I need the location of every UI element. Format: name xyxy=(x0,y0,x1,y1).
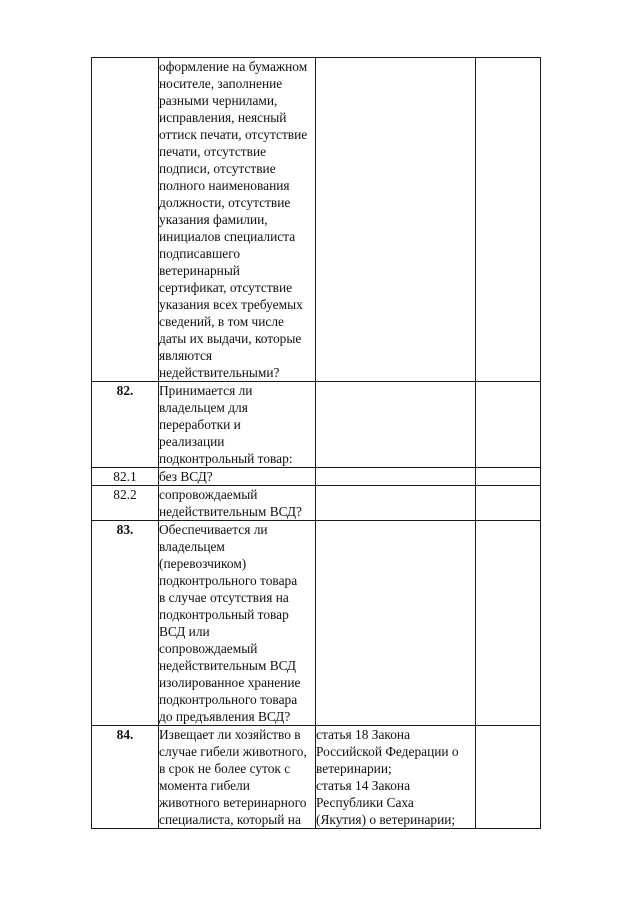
question-cell xyxy=(159,521,316,726)
table-row xyxy=(92,726,541,829)
text-line: изолированное хранение xyxy=(159,675,301,690)
text-line: сопровождаемый xyxy=(159,487,258,502)
text-line: подписи, отсутствие xyxy=(159,161,276,176)
text-line: подконтрольного товара xyxy=(159,573,298,588)
item-number: 82.1 xyxy=(92,468,159,486)
text-line: специалиста, который на xyxy=(159,812,301,827)
text-line: животного ветеринарного xyxy=(159,795,307,810)
item-number: 82. xyxy=(92,382,159,468)
legal-basis-cell xyxy=(316,382,476,468)
note-cell xyxy=(476,468,541,486)
note-cell xyxy=(476,726,541,829)
note-cell xyxy=(476,486,541,521)
table-row xyxy=(92,486,541,521)
text-line: (перевозчиком) xyxy=(159,556,247,571)
text-line: сведений, в том числе xyxy=(159,314,284,329)
text-line: переработки и xyxy=(159,417,241,432)
text-line: в срок не более суток с xyxy=(159,761,291,776)
legal-basis-cell xyxy=(316,726,476,829)
question-cell xyxy=(159,486,316,521)
text-line: сопровождаемый xyxy=(159,641,258,656)
text-line: сертификат, отсутствие xyxy=(159,280,293,295)
text-line: печати, отсутствие xyxy=(159,144,267,159)
checklist-table xyxy=(91,57,541,829)
question-cell xyxy=(159,468,316,486)
legal-basis-cell xyxy=(316,468,476,486)
text-line: исправления, неясный xyxy=(159,110,287,125)
text-line: оформление на бумажном xyxy=(159,59,308,74)
question-cell xyxy=(159,382,316,468)
text-line: ветеринарии; xyxy=(316,761,392,776)
note-cell xyxy=(476,521,541,726)
text-line: инициалов специалиста xyxy=(159,229,296,244)
text-line: подконтрольного товара xyxy=(159,692,298,707)
text-line: реализации xyxy=(159,434,225,449)
text-line: полного наименования xyxy=(159,178,290,193)
legal-basis-cell xyxy=(316,486,476,521)
item-number: 83. xyxy=(92,521,159,726)
legal-basis-cell xyxy=(316,521,476,726)
text-line: момента гибели xyxy=(159,778,250,793)
text-line: указания фамилии, xyxy=(159,212,268,227)
item-number: 82.2 xyxy=(92,486,159,521)
text-line: недействительными? xyxy=(159,365,280,380)
table-row xyxy=(92,58,541,382)
text-line: недействительным ВСД? xyxy=(159,504,302,519)
text-line: случае гибели животного, xyxy=(159,744,307,759)
text-line: оттиск печати, отсутствие xyxy=(159,127,308,142)
text-line: ветеринарный xyxy=(159,263,240,278)
text-line: недействительным ВСД xyxy=(159,658,297,673)
text-line: статья 18 Закона xyxy=(316,727,411,742)
text-line: подконтрольный товар xyxy=(159,607,289,622)
text-line: статья 14 Закона xyxy=(316,778,411,793)
text-line: владельцем xyxy=(159,539,225,554)
text-line: ВСД или xyxy=(159,624,210,639)
text-line: Принимается ли xyxy=(159,383,253,398)
question-cell xyxy=(159,58,316,382)
legal-basis-cell xyxy=(316,58,476,382)
text-line: указания всех требуемых xyxy=(159,297,303,312)
question-cell xyxy=(159,726,316,829)
text-line: должности, отсутствие xyxy=(159,195,291,210)
text-line: носителе, заполнение xyxy=(159,76,283,91)
text-line: даты их выдачи, которые xyxy=(159,331,302,346)
text-line: Республики Саха xyxy=(316,795,414,810)
text-line: подписавшего xyxy=(159,246,241,261)
text-line: Обеспечивается ли xyxy=(159,522,268,537)
text-line: владельцем для xyxy=(159,400,248,415)
note-cell xyxy=(476,58,541,382)
text-line: без ВСД? xyxy=(159,469,213,484)
text-line: являются xyxy=(159,348,213,363)
table-row xyxy=(92,468,541,486)
table-row xyxy=(92,521,541,726)
text-line: Российской Федерации о xyxy=(316,744,459,759)
text-line: разными чернилами, xyxy=(159,93,278,108)
text-line: подконтрольный товар: xyxy=(159,451,293,466)
note-cell xyxy=(476,382,541,468)
item-number xyxy=(92,58,159,382)
text-line: до предъявления ВСД? xyxy=(159,709,291,724)
item-number: 84. xyxy=(92,726,159,829)
table-row xyxy=(92,382,541,468)
text-line: в случае отсутствия на xyxy=(159,590,289,605)
text-line: Извещает ли хозяйство в xyxy=(159,727,301,742)
text-line: (Якутия) о ветеринарии; xyxy=(316,812,456,827)
